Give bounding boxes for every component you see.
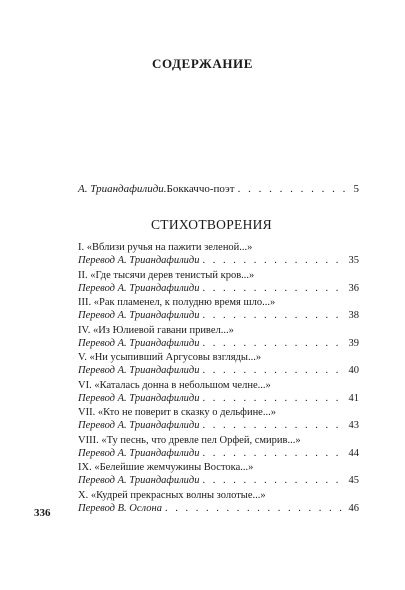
- toc-entry-intro[interactable]: [78, 183, 359, 195]
- poem-title: VIII. «Ту песнь, что древле пел Орфей, смирив...»: [78, 434, 301, 446]
- toc-entry[interactable]: [78, 324, 359, 352]
- intro-author: А. Триандафилиди.: [78, 183, 167, 195]
- page-number: 40: [348, 365, 359, 376]
- poem-title: VI. «Каталась донна в небольшом челне...»: [78, 379, 271, 391]
- toc-entry[interactable]: [78, 406, 359, 434]
- translator-credit: Перевод А. Триандафилиди: [78, 255, 200, 266]
- toc-entry[interactable]: [78, 296, 359, 324]
- dot-leader: [202, 474, 345, 488]
- translator-credit: Перевод А. Триандафилиди: [78, 365, 200, 376]
- dot-leader: [202, 419, 345, 433]
- toc-entry[interactable]: [78, 461, 359, 489]
- dot-leader: [202, 392, 345, 406]
- page-number: 36: [348, 282, 359, 294]
- page-number: 45: [348, 475, 359, 486]
- poem-title: I. «Вблизи ручья на пажити зеленой...»: [78, 242, 253, 253]
- translator-credit: Перевод А. Триандафилиди: [78, 282, 200, 294]
- page-folio-number: 336: [34, 507, 51, 519]
- poem-title: X. «Кудрей прекрасных волны золотые...»: [78, 489, 266, 501]
- translator-credit: Перевод А. Триандафилиди: [78, 310, 200, 321]
- page-number: 35: [348, 255, 359, 266]
- dot-leader: [238, 183, 351, 195]
- toc-entry[interactable]: [78, 379, 359, 407]
- dot-leader: [202, 254, 345, 268]
- poem-title: II. «Где тысячи дерев тенистый кров...»: [78, 269, 255, 281]
- translator-credit: Перевод А. Триандафилиди: [78, 392, 200, 404]
- page-number: 39: [348, 337, 359, 349]
- page-number: 5: [353, 183, 359, 195]
- dot-leader: [202, 337, 345, 351]
- toc-entry[interactable]: [78, 269, 359, 297]
- dot-leader: [202, 309, 345, 323]
- dot-leader: [202, 364, 345, 378]
- section-heading: СТИХОТВОРЕНИЯ: [151, 217, 272, 232]
- page-number: 43: [348, 420, 359, 431]
- page-number: 44: [348, 447, 359, 459]
- poem-title: IX. «Белейшие жемчужины Востока...»: [78, 462, 254, 473]
- poem-title: V. «Ни усыпивший Аргусовы взгляды...»: [78, 352, 262, 363]
- dot-leader: [165, 502, 346, 516]
- translator-credit: Перевод А. Триандафилиди: [78, 447, 200, 459]
- page-number: 38: [348, 310, 359, 321]
- intro-title: Боккаччо-поэт: [166, 183, 235, 195]
- translator-credit: Перевод А. Триандафилиди: [78, 337, 200, 349]
- poem-title: IV. «Из Юлиевой гавани привел...»: [78, 324, 234, 336]
- poem-title: III. «Рак пламенел, к полудню время шло...»: [78, 297, 276, 308]
- toc-entry[interactable]: [78, 241, 359, 269]
- translator-credit: Перевод А. Триандафилиди: [78, 420, 200, 431]
- toc-list: [78, 241, 359, 516]
- translator-credit: Перевод В. Ослона: [78, 502, 162, 514]
- page-title: СОДЕРЖАНИЕ: [151, 56, 254, 71]
- page-number: 41: [348, 392, 359, 404]
- toc-entry[interactable]: [78, 351, 359, 379]
- translator-credit: Перевод А. Триандафилиди: [78, 475, 200, 486]
- dot-leader: [202, 282, 345, 296]
- toc-entry[interactable]: [78, 434, 359, 462]
- page-number: 46: [348, 502, 359, 514]
- dot-leader: [202, 447, 345, 461]
- poem-title: VII. «Кто не поверит в сказку о дельфине...»: [78, 407, 276, 418]
- toc-entry[interactable]: [78, 489, 359, 517]
